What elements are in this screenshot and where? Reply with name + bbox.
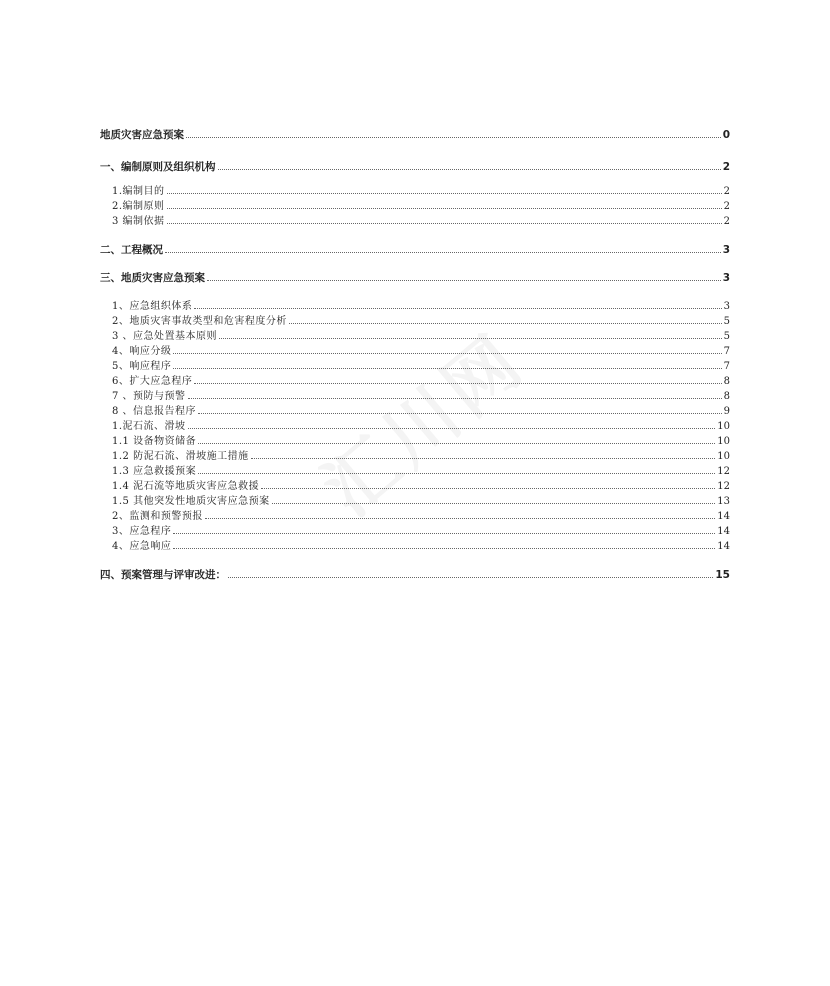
toc-entry[interactable] <box>100 314 730 329</box>
toc-leader-dots <box>173 547 715 549</box>
toc-entry-title: 4、响应分级 <box>112 346 172 357</box>
toc-entry-title: 四、预案管理与评审改进： <box>100 569 226 581</box>
toc-leader-dots <box>173 532 715 534</box>
toc-entry-page: 9 <box>723 406 730 417</box>
toc-entry-page: 12 <box>717 481 730 492</box>
toc-entry[interactable] <box>100 539 730 554</box>
toc-leader-dots <box>186 136 721 138</box>
toc-leader-dots <box>219 337 722 339</box>
toc-entry-page: 2 <box>723 186 730 197</box>
toc-entry[interactable] <box>100 271 730 285</box>
toc-entry[interactable] <box>100 160 730 174</box>
toc-leader-dots <box>165 251 721 253</box>
toc-entry-page: 14 <box>717 541 730 552</box>
toc-entry-title: 一、编制原则及组织机构 <box>100 161 216 173</box>
toc-entry-page: 10 <box>717 421 730 432</box>
toc-entry[interactable] <box>100 524 730 539</box>
toc-entry-title: 二、工程概况 <box>100 244 163 256</box>
toc-entry-title: 地质灾害应急预案 <box>100 129 184 141</box>
toc-leader-dots <box>228 576 713 578</box>
toc-leader-dots <box>188 427 716 429</box>
toc-entry-title: 1.2 防泥石流、滑坡施工措施 <box>112 451 249 462</box>
toc-entry-page: 14 <box>717 511 730 522</box>
toc-entry[interactable] <box>100 329 730 344</box>
toc-entry[interactable] <box>100 299 730 314</box>
toc-leader-dots <box>173 367 721 369</box>
toc-leader-dots <box>198 472 715 474</box>
toc-entry-page: 7 <box>723 346 730 357</box>
toc-entry-page: 14 <box>717 526 730 537</box>
toc-entry[interactable] <box>100 243 730 257</box>
toc-entry[interactable] <box>100 344 730 359</box>
toc-entry-page: 3 <box>722 244 730 256</box>
toc-entry[interactable] <box>100 374 730 389</box>
toc-entry-page: 13 <box>717 496 730 507</box>
toc-leader-dots <box>205 517 715 519</box>
toc-leader-dots <box>272 502 716 504</box>
toc-entry-title: 1.5 其他突发性地质灾害应急预案 <box>112 496 270 507</box>
toc-leader-dots <box>194 382 721 384</box>
toc-leader-dots <box>198 442 715 444</box>
toc-entry-title: 3 编制依据 <box>112 216 165 227</box>
toc-leader-dots <box>167 222 722 224</box>
toc-entry[interactable] <box>100 199 730 214</box>
toc-leader-dots <box>251 457 716 459</box>
toc-entry-page: 3 <box>723 301 730 312</box>
toc-entry-page: 2 <box>723 201 730 212</box>
toc-entry-page: 10 <box>717 436 730 447</box>
toc-entry[interactable] <box>100 404 730 419</box>
toc-entry-title: 三、地质灾害应急预案 <box>100 272 205 284</box>
toc-leader-dots <box>261 487 715 489</box>
toc-entry[interactable] <box>100 494 730 509</box>
toc-entry[interactable] <box>100 568 730 582</box>
toc-entry[interactable] <box>100 434 730 449</box>
toc-leader-dots <box>289 322 722 324</box>
toc-entry-page: 7 <box>723 361 730 372</box>
toc-entry-title: 2.编制原则 <box>112 201 165 212</box>
toc-entry-title: 4、应急响应 <box>112 541 172 552</box>
toc-entry-title: 1.4 泥石流等地质灾害应急救援 <box>112 481 260 492</box>
toc-entry-page: 8 <box>723 376 730 387</box>
toc-entry-page: 10 <box>717 451 730 462</box>
toc-entry[interactable] <box>100 184 730 199</box>
toc-entry-title: 6、扩大应急程序 <box>112 376 193 387</box>
toc-leader-dots <box>198 412 722 414</box>
toc-entry[interactable] <box>100 128 730 142</box>
toc-entry-title: 1.泥石流、滑坡 <box>112 421 186 432</box>
toc-entry-page: 2 <box>722 161 730 173</box>
toc-leader-dots <box>194 307 721 309</box>
toc-entry-page: 2 <box>723 216 730 227</box>
toc-leader-dots <box>218 168 721 170</box>
toc-entry-page: 12 <box>717 466 730 477</box>
toc-entry-page: 8 <box>723 391 730 402</box>
toc-entry[interactable] <box>100 479 730 494</box>
table-of-contents <box>100 128 730 582</box>
toc-leader-dots <box>167 192 722 194</box>
toc-leader-dots <box>167 207 722 209</box>
toc-entry-title: 8 、信息报告程序 <box>112 406 197 417</box>
toc-entry[interactable] <box>100 419 730 434</box>
toc-entry-title: 3 、应急处置基本原则 <box>112 331 218 342</box>
toc-entry[interactable] <box>100 389 730 404</box>
toc-entry-page: 5 <box>723 316 730 327</box>
toc-entry[interactable] <box>100 509 730 524</box>
toc-leader-dots <box>173 352 721 354</box>
toc-entry[interactable] <box>100 214 730 229</box>
toc-entry-page: 15 <box>715 569 730 581</box>
toc-entry-title: 1.编制目的 <box>112 186 165 197</box>
toc-entry-title: 1.3 应急救援预案 <box>112 466 197 477</box>
toc-entry[interactable] <box>100 464 730 479</box>
toc-entry-page: 0 <box>722 129 730 141</box>
toc-entry-title: 2、监测和预警预报 <box>112 511 203 522</box>
toc-leader-dots <box>188 397 722 399</box>
toc-entry[interactable] <box>100 359 730 374</box>
toc-entry[interactable] <box>100 449 730 464</box>
toc-entry-title: 1、应急组织体系 <box>112 301 193 312</box>
toc-entry-title: 7 、预防与预警 <box>112 391 186 402</box>
toc-entry-title: 1.1 设备物资储备 <box>112 436 197 447</box>
toc-entry-title: 2、地质灾害事故类型和危害程度分析 <box>112 316 287 327</box>
toc-entry-title: 5、响应程序 <box>112 361 172 372</box>
toc-entry-title: 3、应急程序 <box>112 526 172 537</box>
toc-leader-dots <box>207 279 721 281</box>
toc-entry-page: 3 <box>722 272 730 284</box>
toc-entry-page: 5 <box>723 331 730 342</box>
